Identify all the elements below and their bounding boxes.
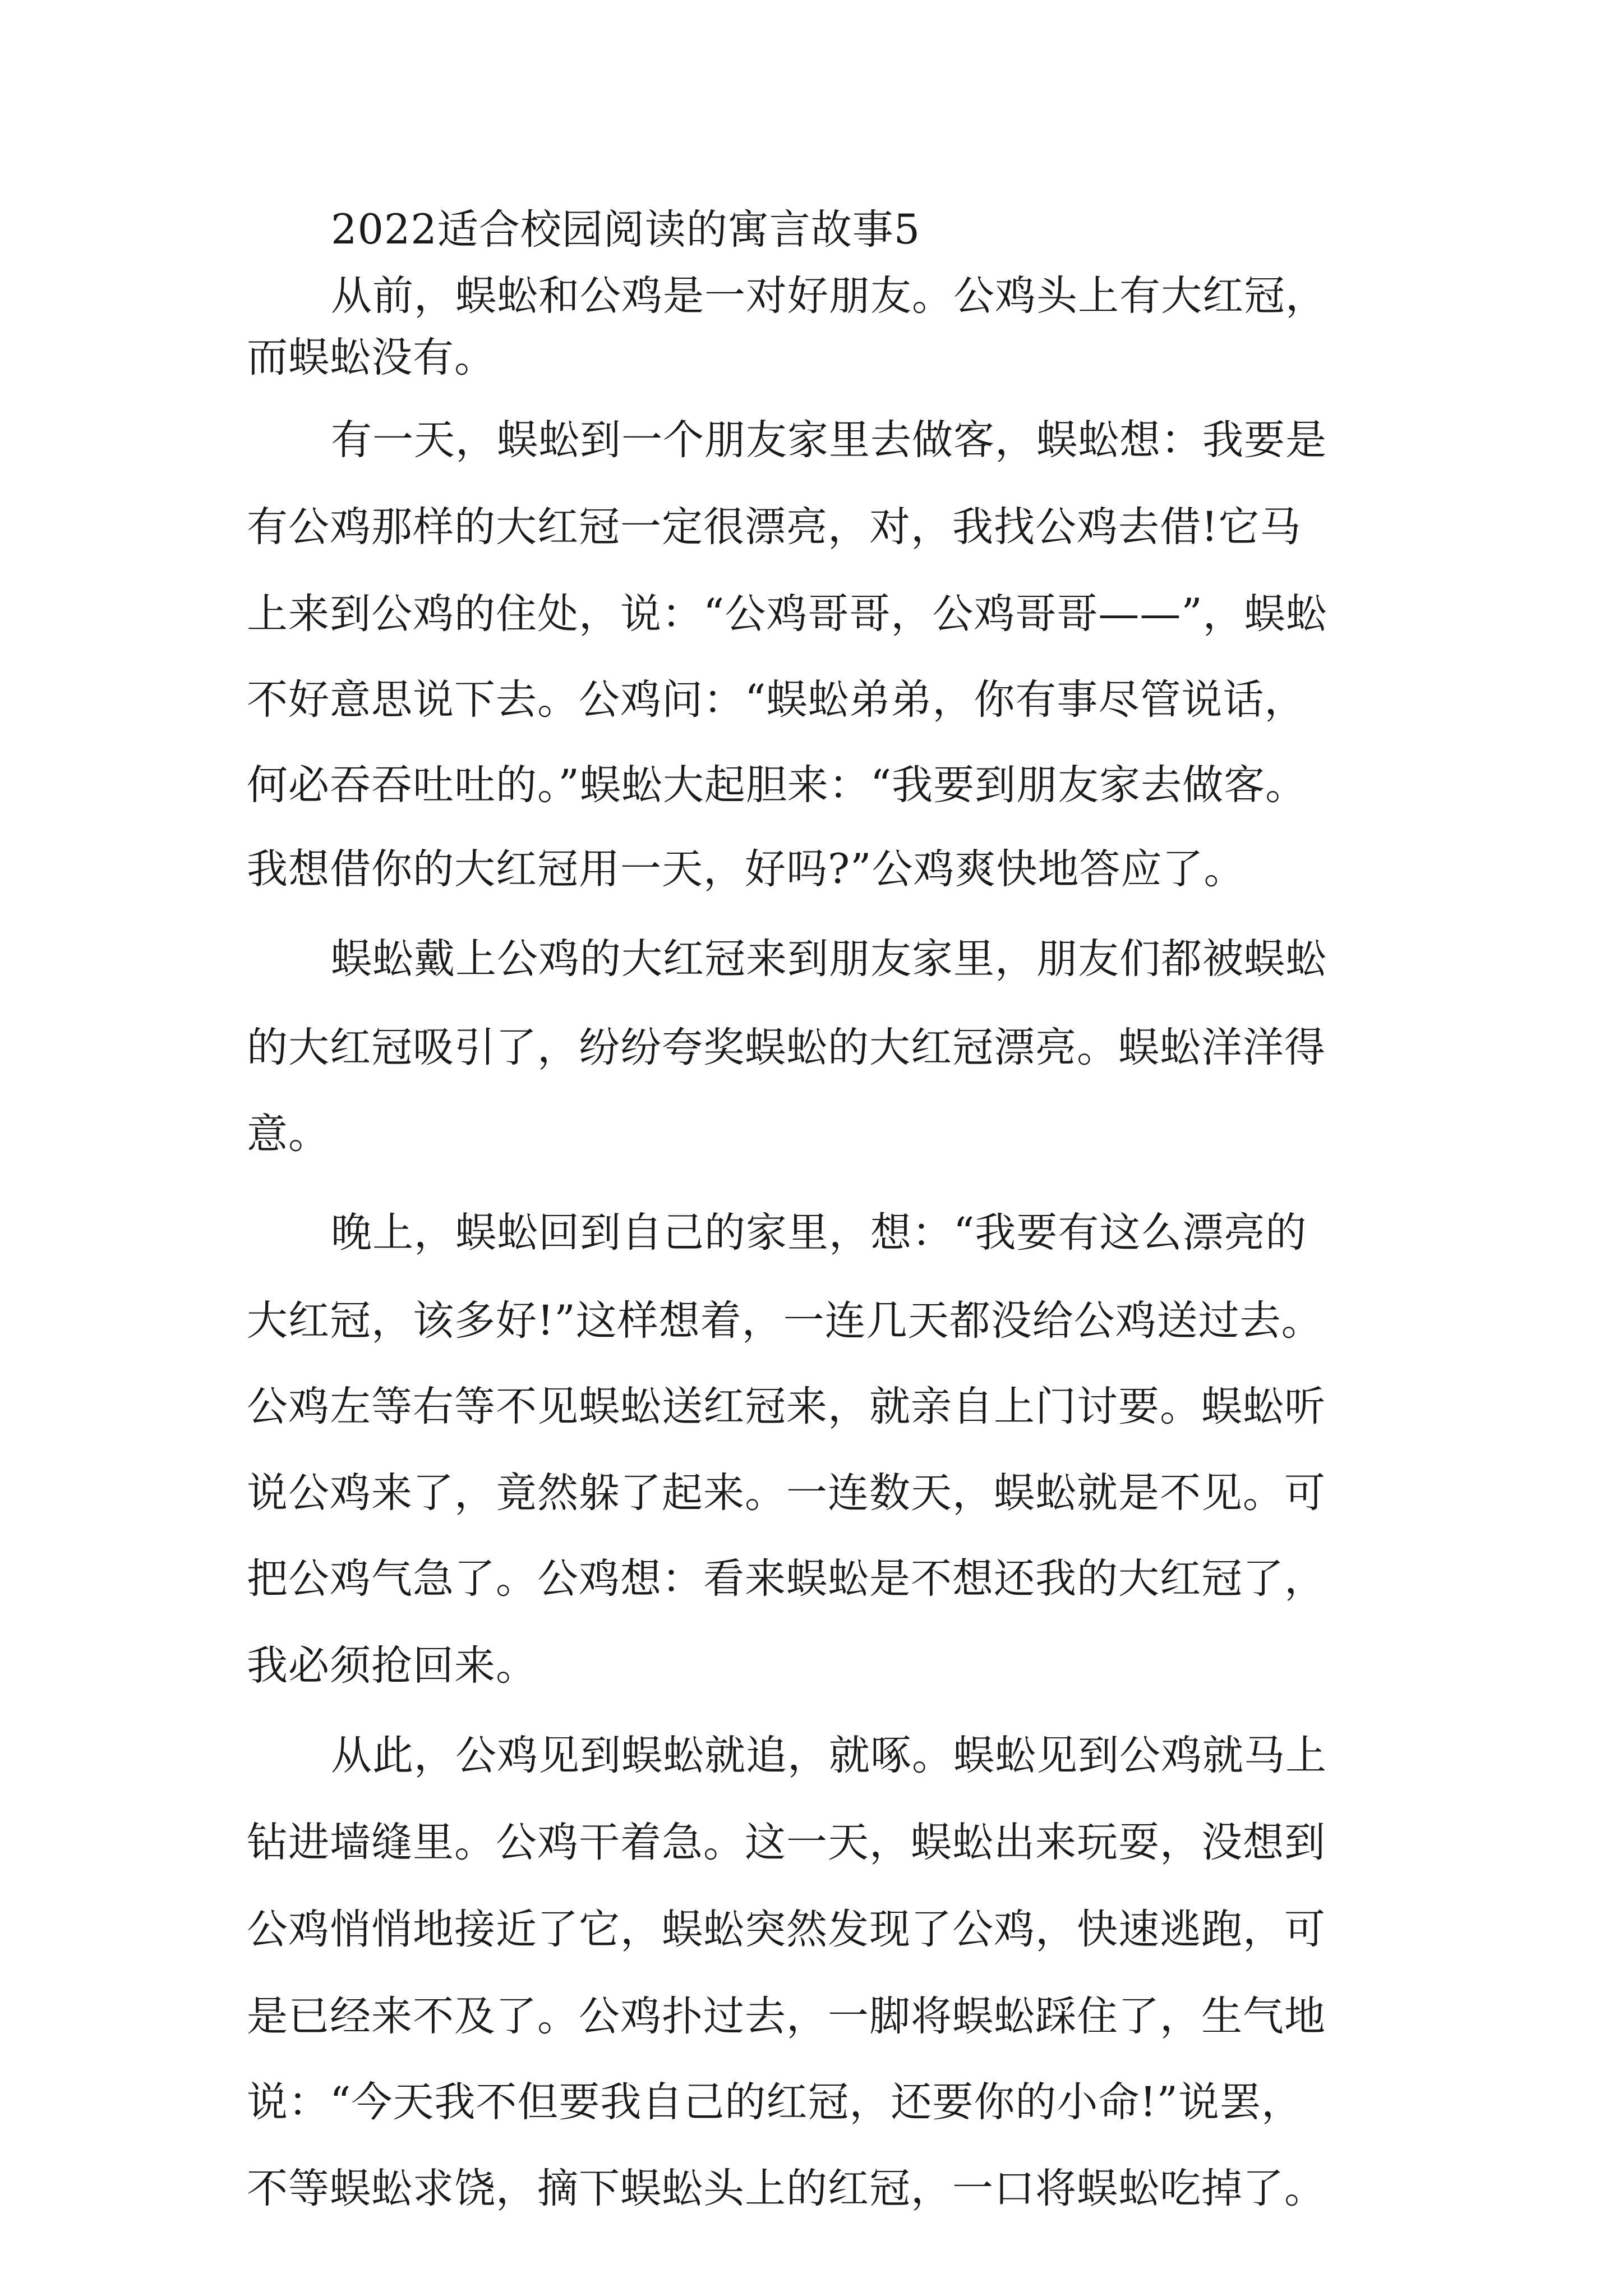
text-line: 从前，蜈蚣和公鸡是一对好朋友。公鸡头上有大红冠， — [331, 272, 1327, 320]
text-line: 有公鸡那样的大红冠一定很漂亮，对，我找公鸡去借!它马 — [247, 503, 1302, 551]
text-line: 从此，公鸡见到蜈蚣就追，就啄。蜈蚣见到公鸡就马上 — [331, 1732, 1327, 1779]
text-line: 公鸡悄悄地接近了它，蜈蚣突然发现了公鸡，快速逃跑，可 — [247, 1906, 1326, 1953]
text-line: 的大红冠吸引了，纷纷夸奖蜈蚣的大红冠漂亮。蜈蚣洋洋得 — [247, 1024, 1326, 1071]
text-line: 说公鸡来了，竟然躲了起来。一连数天，蜈蚣就是不见。可 — [247, 1469, 1326, 1517]
text-line: 大红冠，该多好!”这样想着，一连几天都没给公鸡送过去。 — [247, 1297, 1323, 1345]
text-line: 不好意思说下去。公鸡问：“蜈蚣弟弟，你有事尽管说话， — [247, 676, 1306, 724]
text-line: 钻进墙缝里。公鸡干着急。这一天，蜈蚣出来玩耍，没想到 — [247, 1819, 1326, 1866]
text-line: 公鸡左等右等不见蜈蚣送红冠来，就亲自上门讨要。蜈蚣听 — [247, 1383, 1326, 1430]
text-line: 是已经来不及了。公鸡扑过去，一脚将蜈蚣踩住了，生气地 — [247, 1993, 1326, 2040]
text-line: 上来到公鸡的住处，说：“公鸡哥哥，公鸡哥哥——”，蜈蚣 — [247, 590, 1327, 638]
text-line: 不等蜈蚣求饶，摘下蜈蚣头上的红冠，一口将蜈蚣吃掉了。 — [247, 2165, 1326, 2212]
text-line: 把公鸡气急了。公鸡想：看来蜈蚣是不想还我的大红冠了， — [247, 1555, 1326, 1603]
text-line: 说：“今天我不但要我自己的红冠，还要你的小命!”说罢， — [247, 2078, 1303, 2126]
text-line: 我必须抢回来。 — [247, 1642, 537, 1690]
text-line: 有一天，蜈蚣到一个朋友家里去做客，蜈蚣想：我要是 — [331, 416, 1327, 464]
document-title: 2022适合校园阅读的寓言故事5 — [331, 206, 921, 254]
text-line: 蜈蚣戴上公鸡的大红冠来到朋友家里，朋友们都被蜈蚣 — [331, 935, 1327, 983]
text-line: 意。 — [247, 1110, 330, 1158]
text-line: 晚上，蜈蚣回到自己的家里，想：“我要有这么漂亮的 — [331, 1209, 1307, 1257]
text-line: 何必吞吞吐吐的。”蜈蚣大起胆来：“我要到朋友家去做客。 — [247, 761, 1307, 809]
text-line: 而蜈蚣没有。 — [247, 334, 496, 381]
text-line: 我想借你的大红冠用一天，好吗?”公鸡爽快地答应了。 — [247, 845, 1246, 893]
